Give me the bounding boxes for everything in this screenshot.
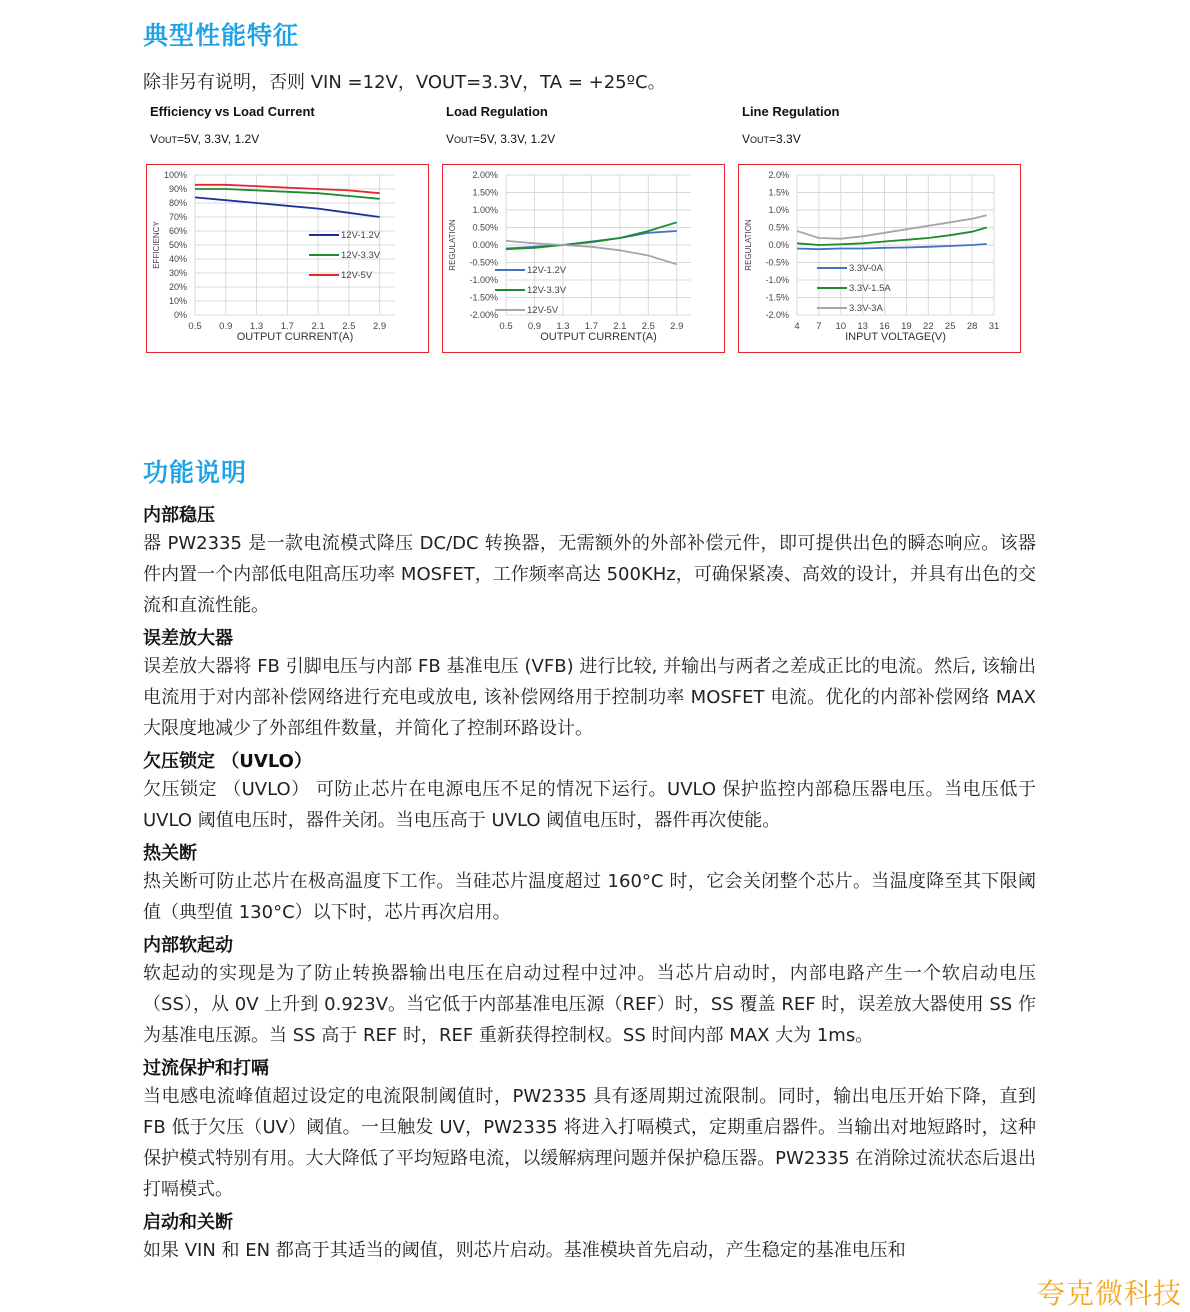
subsection-text: 如果 VIN 和 EN 都高于其适当的阈值，则芯片启动。基准模块首先启动，产生稳定的基准电压和 — [143, 1240, 906, 1261]
x-tick-label: 13 — [857, 321, 868, 332]
legend-label: 3.3V-0A — [849, 263, 883, 274]
x-axis-title: OUTPUT CURRENT(A) — [236, 331, 354, 343]
y-tick-label: 60% — [168, 226, 187, 236]
y-tick-label: -1.0% — [765, 275, 789, 285]
legend-label: 12V-1.2V — [527, 265, 567, 276]
subsection-text: 软起动的实现是为了防止转换器输出电压在启动过程中过冲。当芯片启动时，内部电路产生一个软启动电压（SS），从 0V 上升到 0.923V。当它低于内部基准电压源（REF）时，SS 覆盖 REF 时，误差放大器使用 SS 作为基准电压源。当 SS 高于 REF 时，REF 重新获得控制权。SS 时间内部 MAX 大为 1ms。 — [143, 963, 1036, 1046]
subsection-heading: 内部稳压 — [143, 505, 215, 526]
subsection-text: 热关断可防止芯片在极高温度下工作。当硅芯片温度超过 160°C 时，它会关闭整个芯片。当温度降至其下限阈值（典型值 130°C）以下时，芯片再次启用。 — [143, 871, 1036, 923]
y-tick-label: -0.50% — [469, 257, 498, 268]
series-line — [797, 228, 987, 246]
chart-subtitle: VOUT=5V, 3.3V, 1.2V — [150, 132, 260, 146]
y-tick-label: 1.0% — [768, 205, 789, 215]
y-tick-label: 1.50% — [472, 187, 498, 198]
legend-label: 12V-5V — [527, 305, 559, 316]
x-tick-label: 2.9 — [373, 321, 387, 332]
y-tick-label: -1.5% — [765, 292, 789, 303]
y-tick-label: 70% — [168, 212, 187, 222]
x-tick-label: 1.7 — [280, 321, 294, 332]
y-tick-label: 10% — [168, 296, 187, 306]
subsection-heading: 欠压锁定 （UVLO） — [143, 751, 312, 772]
y-tick-label: 30% — [168, 268, 187, 278]
chart-title: Load Regulation — [446, 104, 548, 119]
y-tick-label: 50% — [168, 240, 187, 250]
x-tick-label: 2.5 — [342, 321, 356, 332]
x-tick-label: 2.1 — [613, 321, 627, 332]
y-tick-label: -1.50% — [469, 292, 498, 303]
line-regulation-chart-block — [738, 104, 1023, 343]
function-description — [143, 504, 1036, 1266]
x-tick-label: 0.9 — [219, 321, 233, 332]
y-axis-title: EFFICIENCY — [152, 221, 161, 269]
y-axis-title: REGULATION — [744, 219, 753, 271]
x-tick-label: 0.5 — [499, 321, 513, 332]
chart-title: Line Regulation — [742, 104, 840, 119]
x-tick-label: 16 — [879, 321, 890, 332]
x-tick-label: 1.7 — [584, 321, 598, 332]
legend-label: 3.3V-1.5A — [849, 283, 891, 294]
y-tick-label: -1.00% — [469, 275, 498, 285]
subsection-text: 误差放大器将 FB 引脚电压与内部 FB 基准电压 (VFB) 进行比较, 并输出与两者之差成正比的电流。然后, 该输出电流用于对内部补偿网络进行充电或放电, 该补偿网络用于控制功率 MOSFET 电流。优化的内部补偿网络 MAX 大限度地减少了外部组件数量，并简化了控制环路设计。 — [143, 656, 1036, 739]
x-axis-title: OUTPUT CURRENT(A) — [540, 331, 657, 343]
legend-label: 12V-5V — [341, 270, 373, 281]
x-tick-label: 31 — [988, 321, 1000, 332]
x-axis-title: INPUT VOLTAGE(V) — [845, 331, 946, 343]
efficiency-chart — [147, 165, 428, 352]
x-tick-label: 25 — [944, 321, 956, 332]
subsection-heading: 热关断 — [143, 843, 197, 864]
y-tick-label: 1.5% — [768, 187, 789, 198]
section-title-performance: 典型性能特征 — [143, 21, 300, 50]
chart-subtitle: VOUT=3.3V — [742, 132, 801, 146]
x-tick-label: 0.5 — [188, 321, 202, 332]
x-tick-label: 1.3 — [249, 321, 264, 332]
y-tick-label: 40% — [168, 254, 187, 264]
legend-label: 3.3V-3A — [849, 303, 883, 314]
chart-title: Efficiency vs Load Current — [150, 104, 315, 119]
x-tick-label: 0.9 — [527, 321, 542, 332]
y-tick-label: 2.0% — [768, 170, 789, 180]
subsection-heading: 过流保护和打嗝 — [143, 1058, 269, 1079]
load-regulation-chart-block — [442, 104, 727, 343]
y-tick-label: 20% — [168, 282, 187, 292]
subsection-text: 器 PW2335 是一款电流模式降压 DC/DC 转换器，无需额外的外部补偿元件，即可提供出色的瞬态响应。该器件内置一个内部低电阻高压功率 MOSFET，工作频率高达 500KHz，可确保紧凑、高效的设计，并具有出色的交流和直流性能。 — [143, 533, 1036, 616]
subsection-heading: 误差放大器 — [143, 628, 233, 649]
x-tick-label: 2.1 — [311, 321, 325, 332]
y-tick-label: -0.5% — [765, 257, 789, 268]
line-regulation-chart-frame — [738, 164, 1021, 353]
y-tick-label: 0.50% — [472, 222, 498, 233]
y-tick-label: 90% — [168, 184, 187, 194]
watermark: 夸克微科技 — [1036, 1277, 1182, 1310]
y-tick-label: 100% — [163, 170, 187, 180]
x-tick-label: 10 — [835, 321, 847, 332]
subsection-text: 当电感电流峰值超过设定的电流限制阈值时，PW2335 具有逐周期过流限制。同时，输出电压开始下降，直到 FB 低于欠压（UV）阈值。一旦触发 UV，PW2335 将进入打嗝模式，定期重启器件。当输出对地短路时，这种保护模式特别有用。大大降低了平均短路电流，以缓解病理问题并保护稳压器。PW2335 在消除过流状态后退出打嗝模式。 — [143, 1086, 1036, 1200]
y-tick-label: 0.5% — [768, 222, 789, 233]
load-regulation-chart-frame — [442, 164, 725, 353]
y-axis-title: REGULATION — [448, 219, 457, 271]
y-tick-label: 0.00% — [472, 240, 498, 250]
x-tick-label: 22 — [923, 321, 934, 332]
load-regulation-chart — [443, 165, 724, 352]
x-tick-label: 7 — [816, 321, 822, 332]
y-tick-label: -2.0% — [765, 310, 789, 320]
efficiency-chart-block — [146, 104, 431, 343]
efficiency-chart-frame — [146, 164, 429, 353]
x-tick-label: 1.3 — [556, 321, 570, 332]
test-conditions: 除非另有说明，否则 VIN =12V，VOUT=3.3V，TA = +25ºC。 — [143, 72, 666, 93]
legend-label: 12V-3.3V — [341, 250, 381, 261]
y-tick-label: 2.00% — [472, 170, 498, 180]
subsection-heading: 内部软起动 — [143, 935, 233, 956]
x-tick-label: 4 — [794, 321, 800, 332]
y-tick-label: 0% — [173, 310, 187, 320]
y-tick-label: 1.00% — [472, 205, 498, 215]
section-title-function: 功能说明 — [143, 458, 248, 487]
chart-subtitle: VOUT=5V, 3.3V, 1.2V — [446, 132, 556, 146]
legend-label: 12V-3.3V — [527, 285, 567, 296]
x-tick-label: 28 — [966, 321, 978, 332]
y-tick-label: 0.0% — [768, 240, 789, 250]
x-tick-label: 19 — [901, 321, 912, 332]
line-regulation-chart — [739, 165, 1020, 352]
legend-label: 12V-1.2V — [341, 230, 381, 241]
y-tick-label: 80% — [168, 198, 187, 208]
x-tick-label: 2.9 — [670, 321, 684, 332]
x-tick-label: 2.5 — [641, 321, 655, 332]
y-tick-label: -2.00% — [469, 310, 498, 320]
subsection-text: 欠压锁定 （UVLO） 可防止芯片在电源电压不足的情况下运行。UVLO 保护监控内部稳压器电压。当电压低于 UVLO 阈值电压时，器件关闭。当电压高于 UVLO 阈值电压时，器件再次使能。 — [143, 779, 1036, 831]
subsection-heading: 启动和关断 — [143, 1212, 233, 1233]
